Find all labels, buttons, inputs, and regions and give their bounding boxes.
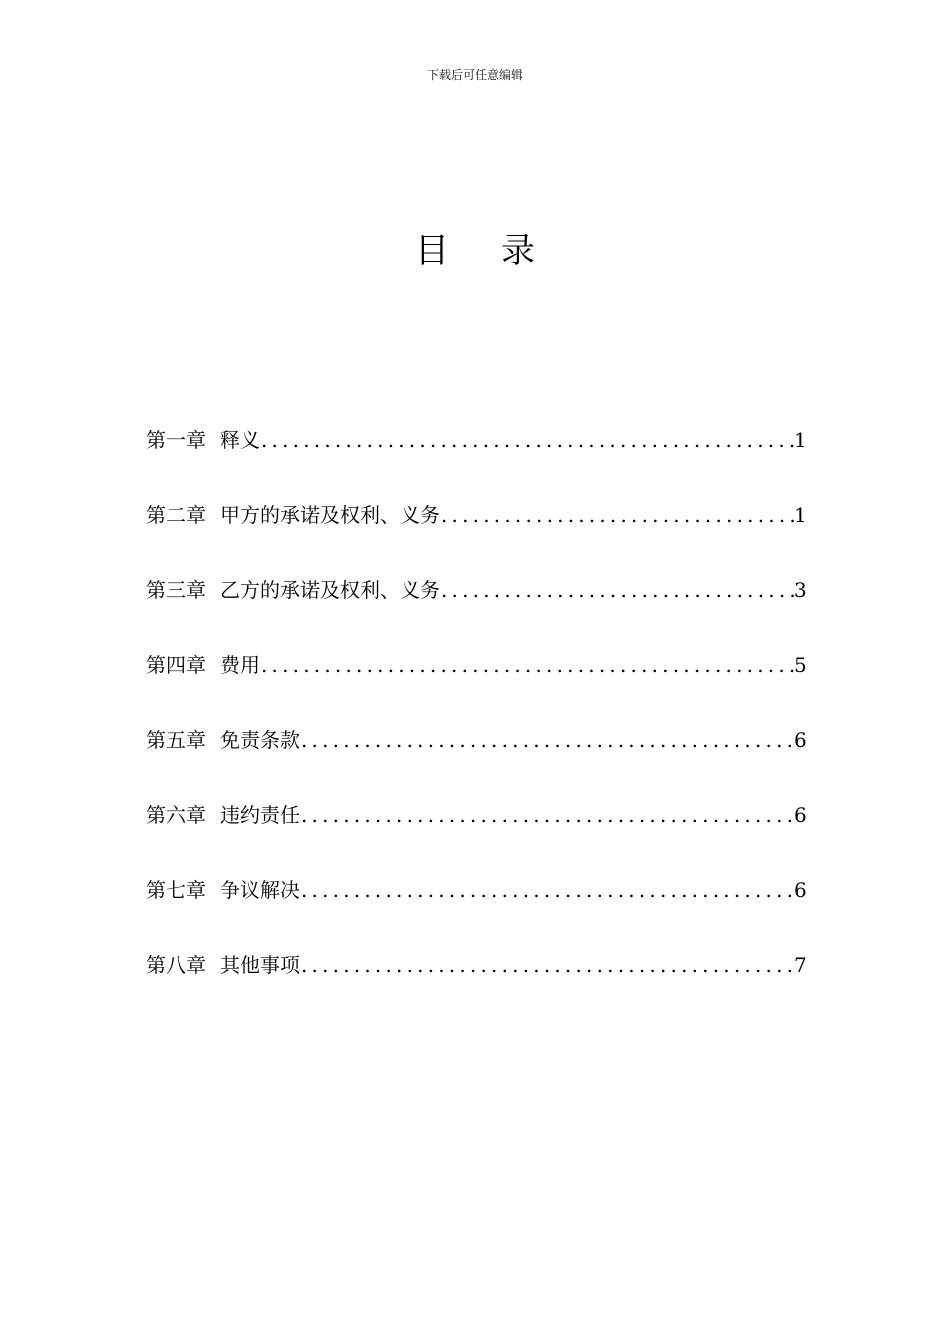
dot-leader: [301, 874, 794, 906]
chapter-number: 第五章: [146, 728, 206, 752]
chapter-title: 其他事项: [220, 953, 300, 977]
page-number: 1: [794, 428, 807, 452]
page-number: 6: [794, 803, 807, 827]
dot-leader: [301, 949, 794, 981]
toc-entry-5[interactable]: [146, 724, 806, 799]
header-note: 下载后可任意编辑: [426, 68, 523, 82]
toc-title-first-char: 目: [415, 231, 449, 271]
dot-leader: [301, 799, 794, 831]
dot-leader: [441, 574, 794, 606]
page-number: 3: [794, 578, 807, 602]
toc-entry-7[interactable]: [146, 874, 806, 949]
chapter-number: 第四章: [146, 653, 206, 677]
dot-leader: [301, 724, 794, 756]
chapter-title: 释义: [220, 428, 260, 452]
toc-entry-8[interactable]: [146, 949, 806, 1024]
page-number: 1: [794, 503, 807, 527]
page-number: 6: [794, 728, 807, 752]
chapter-title: 费用: [220, 653, 260, 677]
toc-entry-6[interactable]: [146, 799, 806, 874]
chapter-number: 第六章: [146, 803, 206, 827]
chapter-number: 第一章: [146, 428, 206, 452]
chapter-number: 第二章: [146, 503, 206, 527]
toc-list: [146, 424, 806, 1024]
toc-entry-4[interactable]: [146, 649, 806, 724]
dot-leader: [261, 649, 794, 681]
chapter-title: 乙方的承诺及权利、义务: [220, 578, 440, 602]
page-number: 5: [794, 653, 807, 677]
toc-title: [0, 228, 950, 274]
dot-leader: [261, 424, 794, 456]
page-number: 7: [794, 953, 807, 977]
chapter-title: 争议解决: [220, 878, 300, 902]
chapter-number: 第八章: [146, 953, 206, 977]
toc-title-second-char: 录: [501, 231, 535, 271]
chapter-number: 第七章: [146, 878, 206, 902]
toc-entry-2[interactable]: [146, 499, 806, 574]
toc-entry-3[interactable]: [146, 574, 806, 649]
chapter-title: 甲方的承诺及权利、义务: [220, 503, 440, 527]
toc-entry-1[interactable]: [146, 424, 806, 499]
chapter-title: 免责条款: [220, 728, 300, 752]
dot-leader: [441, 499, 794, 531]
page-number: 6: [794, 878, 807, 902]
chapter-title: 违约责任: [220, 803, 300, 827]
chapter-number: 第三章: [146, 578, 206, 602]
